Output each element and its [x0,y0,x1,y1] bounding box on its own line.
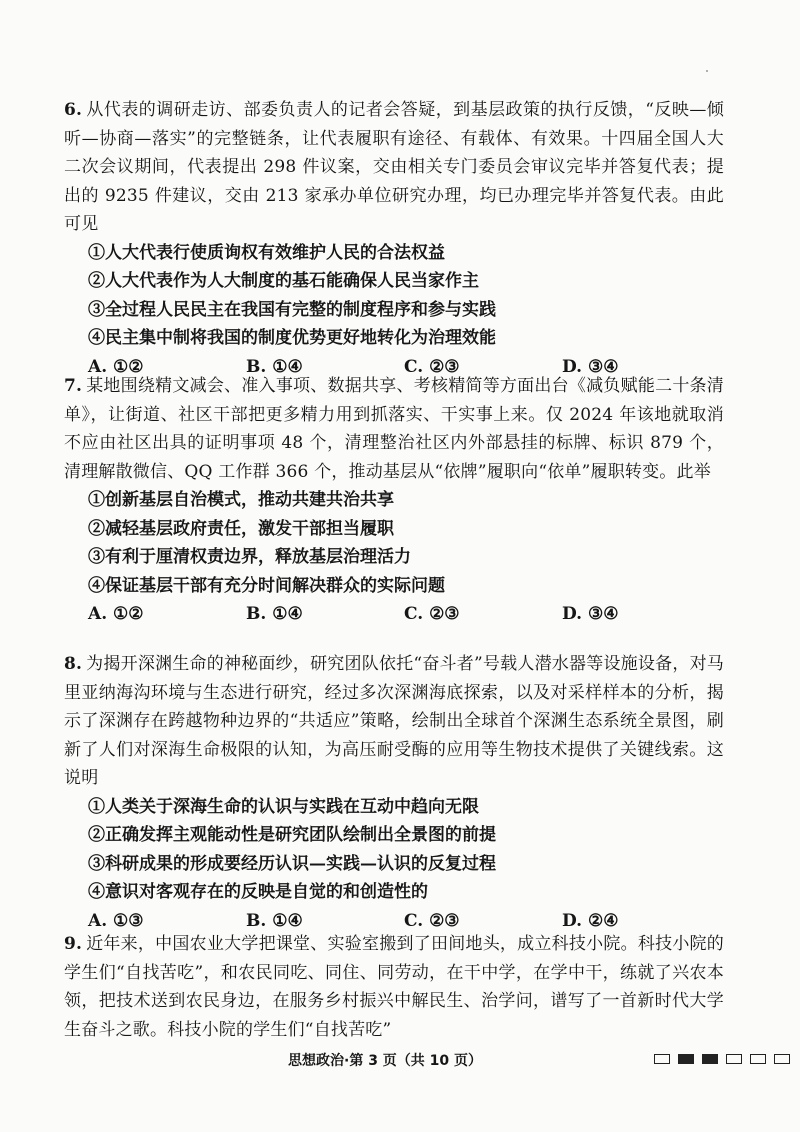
question-number: 9. [64,934,83,954]
choice-a: A. ①③ [88,910,144,931]
choice-b: B. ①④ [246,604,303,624]
choice-c: C. ②③ [404,604,460,624]
question-stem [64,96,724,239]
choice-b: B. ①④ [246,356,303,377]
statement-list [64,793,724,907]
statement-item: ③科研成果的形成要经历认识—实践—认识的反复过程 [88,853,496,874]
question-text: 从代表的调研走访、部委负责人的记者会答疑，到基层政策的执行反馈，“反映—倾听—协商—落实”的完整链条，让代表履职有途径、有载体、有效果。十四届全国人大二次会议期间，代表提出 298 件议案，交由相关专门委员会审议完毕并答复代表；提出的 9235 件建议，交由 213 家承办单位研究办理，均已办理完毕并答复代表。由此可见 [64,100,724,234]
statement-item: ②正确发挥主观能动性是研究团队绘制出全景图的前提 [88,825,496,845]
question-text: 某地围绕精文减会、准入事项、数据共享、考核精简等方面出台《减负赋能二十条清单》，让街道、社区干部把更多精力用到抓落实、干实事上来。仅 2024 年该地就取消不应由社区出具的证明事项 48 个，清理整治社区内外部悬挂的标牌、标识 879 个，清理解散微信、QQ 工作群 366 个，推动基层从“依牌”履职向“依单”履职转变。此举 [64,376,724,482]
choice-c: C. ②③ [404,356,460,377]
choice-row [64,600,724,629]
question-text: 近年来，中国农业大学把课堂、实验室搬到了田间地头，成立科技小院。科技小院的学生们“自找苦吃”，和农民同吃、同住、同劳动，在干中学，在学中干，练就了兴农本领，把技术送到农民身边，在服务乡村振兴中解民生、治学问，谱写了一首新时代大学生奋斗之歌。科技小院的学生们“自找苦吃” [64,934,724,1040]
question-stem [64,650,724,793]
choice-a: A. ①② [88,604,144,624]
choice-d: D. ②④ [562,910,619,931]
statement-item: ④意识对客观存在的反映是自觉的和创造性的 [88,882,428,902]
scan-speck [706,70,708,72]
choice-c: C. ②③ [404,910,460,931]
statement-item: ④保证基层干部有充分时间解决群众的实际问题 [88,575,445,596]
statement-list [64,239,724,353]
question-text: 为揭开深渊生命的神秘面纱，研究团队依托“奋斗者”号载人潜水器等设施设备，对马里亚纳海沟环境与生态进行研究，经过多次深渊海底探索，以及对采样样本的分析，揭示了深渊存在跨越物种边界的“共适应”策略，绘制出全球首个深渊生态系统全景图，刷新了人们对深海生命极限的认知，为高压耐受酶的应用等生物技术提供了关键线索。这说明 [64,654,724,788]
question-number: 6. [64,100,83,120]
positioning-mark [750,1054,766,1064]
question-7 [64,372,724,629]
question-stem [64,930,724,1044]
question-number: 7. [64,376,83,396]
question-9 [64,930,724,1044]
choice-a: A. ①② [88,356,144,377]
choice-d: D. ③④ [562,604,619,624]
choice-d: D. ③④ [562,356,619,377]
question-number: 8. [64,654,83,674]
statement-item: ③全过程人民民主在我国有完整的制度程序和参与实践 [88,299,496,320]
positioning-mark [678,1054,694,1064]
statement-item: ①人类关于深海生命的认识与实践在互动中趋向无限 [88,796,479,817]
statement-item: ②减轻基层政府责任，激发干部担当履职 [88,518,394,539]
positioning-mark [654,1054,670,1064]
question-8 [64,650,724,935]
page-number: 思想政治·第 3 页（共 10 页） [288,1053,483,1069]
positioning-mark [774,1054,790,1064]
statement-item: ③有利于厘清权责边界，释放基层治理活力 [88,547,411,567]
page-footer [0,1046,800,1074]
positioning-marks [654,1054,790,1064]
statement-list [64,486,724,600]
positioning-mark [726,1054,742,1064]
choice-b: B. ①④ [246,910,303,931]
question-6 [64,96,724,381]
statement-item: ④民主集中制将我国的制度优势更好地转化为治理效能 [88,328,496,348]
question-stem [64,372,724,486]
statement-item: ①人大代表行使质询权有效维护人民的合法权益 [88,242,445,263]
positioning-mark [702,1054,718,1064]
statement-item: ①创新基层自治模式，推动共建共治共享 [88,490,394,510]
statement-item: ②人大代表作为人大制度的基石能确保人民当家作主 [88,271,479,291]
